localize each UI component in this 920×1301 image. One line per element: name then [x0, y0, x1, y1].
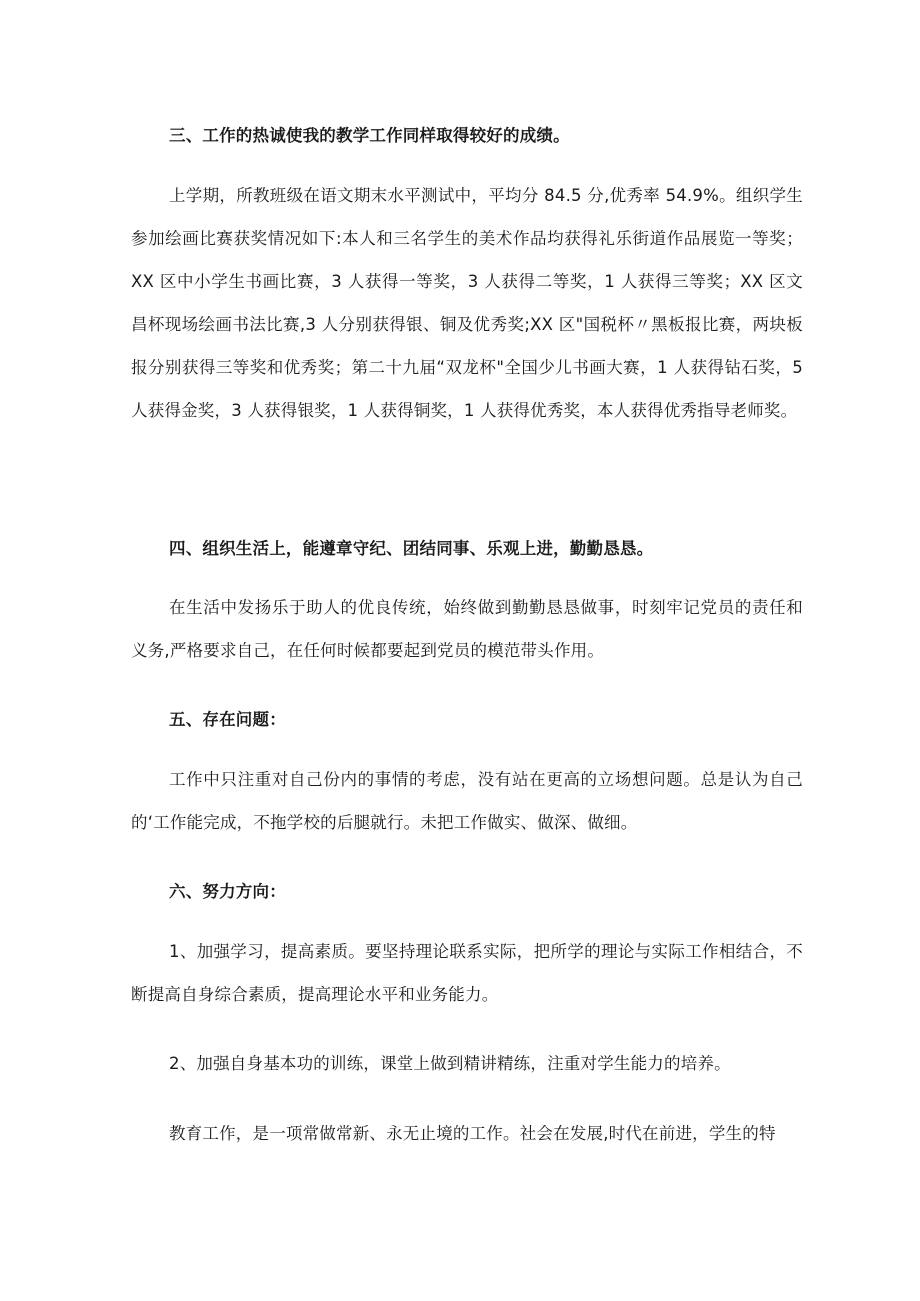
section-6-paragraph-1: 1、加强学习，提高素质。要坚持理论联系实际，把所学的理论与实际工作相结合，不断提高自身综合素质，提高理论水平和业务能力。 — [131, 942, 803, 1004]
section-3-paragraph-1: 上学期，所教班级在语文期末水平测试中，平均分 84.5 分,优秀率 54.9%。组织学生参加绘画比赛获奖情况如下:本人和三名学生的美术作品均获得礼乐街道作品展览一等奖；XX 区中小学生书画比赛，3 人获得一等奖，3 人获得二等奖，1 人获得三等奖；XX 区文昌杯现场绘画书法比赛,3 人分别获得银、铜及优秀奖;XX 区"国税杯〃黑板报比赛，两块板报分别获得三等奖和优秀奖；第二十九届“双龙杯"全国少儿书画大赛，1 人获得钻石奖，5 人获得金奖，3 人获得银奖，1 人获得铜奖，1 人获得优秀奖，本人获得优秀指导老师奖。 — [131, 186, 803, 420]
section-heading-3: 三、工作的热诚使我的教学工作同样取得较好的成绩。 — [169, 126, 570, 145]
section-heading-6: 六、努力方向： — [169, 882, 286, 901]
section-heading-4: 四、组织生活上，能遵章守纪、团结同事、乐观上进，勤勤恳恳。 — [169, 539, 654, 558]
section-5-paragraph-1: 工作中只注重对自己份内的事情的考虑，没有站在更高的立场想问题。总是认为自己的‘工作能完成，不拖学校的后腿就行。未把工作做实、做深、做细。 — [131, 770, 803, 832]
section-4-paragraph-1: 在生活中发扬乐于助人的优良传统，始终做到勤勤恳恳做事，时刻牢记党员的责任和义务,严格要求自己，在任何时候都要起到党员的模范带头作用。 — [131, 598, 803, 660]
section-6-paragraph-3: 教育工作，是一项常做常新、永无止境的工作。社会在发展,时代在前进，学生的特 — [169, 1124, 776, 1143]
section-heading-5: 五、存在问题： — [169, 710, 286, 729]
section-6-paragraph-2: 2、加强自身基本功的训练，课堂上做到精讲精练，注重对学生能力的培养。 — [169, 1054, 731, 1073]
